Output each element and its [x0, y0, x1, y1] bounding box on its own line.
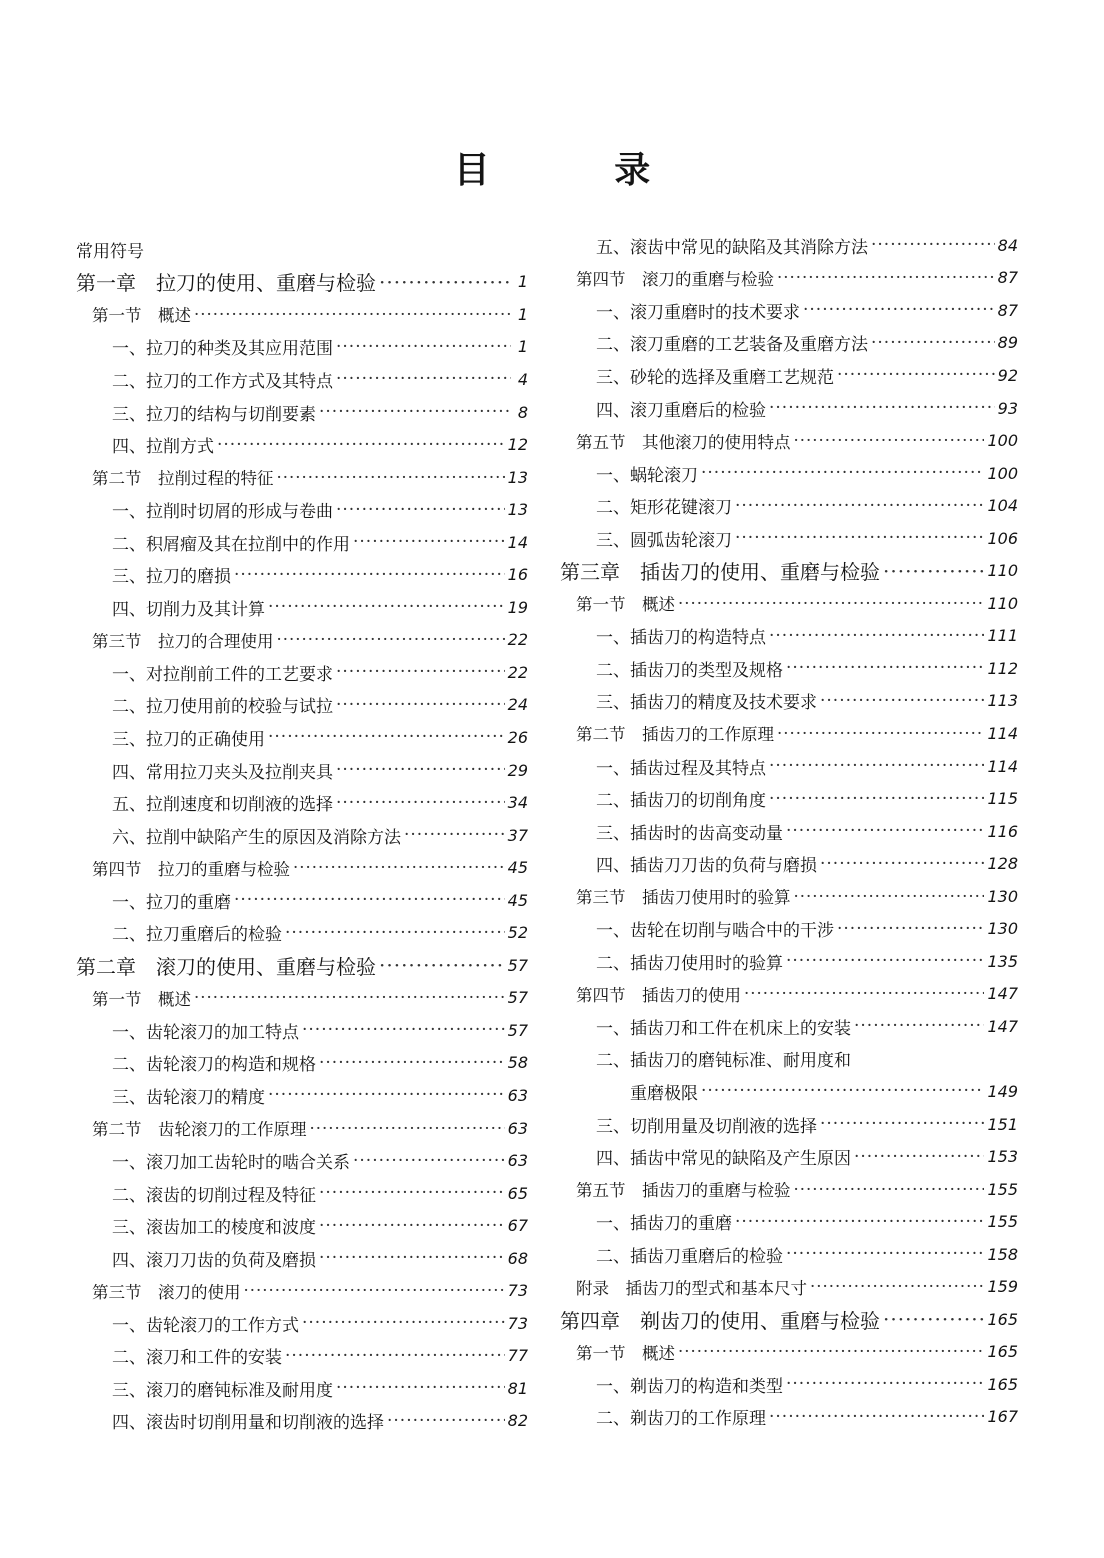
dot-leader	[735, 528, 984, 548]
dot-leader	[268, 727, 505, 747]
dot-leader	[820, 691, 984, 711]
toc-entry-page: 147	[987, 1016, 1018, 1036]
toc-entry-page: 110	[987, 593, 1018, 613]
dot-leader	[871, 235, 995, 255]
toc-entry-page: 135	[987, 951, 1018, 971]
toc-entry-section[interactable]	[72, 1275, 528, 1308]
toc-entry-title: 第三节 滚刀的使用	[92, 1282, 241, 1302]
dot-leader	[379, 270, 511, 294]
dot-leader	[769, 626, 984, 646]
toc-entry-section[interactable]	[556, 424, 1018, 457]
dot-leader	[319, 1216, 505, 1236]
toc-entry-item[interactable]	[72, 591, 528, 624]
dot-leader	[810, 1277, 984, 1296]
toc-entry-page: 114	[987, 723, 1018, 743]
page-title: 目 录	[453, 150, 707, 191]
dot-leader	[735, 496, 984, 516]
toc-entry-title: 四、滚刀刀齿的负荷及磨损	[112, 1250, 316, 1271]
dot-leader	[234, 890, 505, 910]
dot-leader	[310, 1119, 505, 1138]
toc-entry-item[interactable]	[556, 620, 1018, 653]
dot-leader	[854, 1147, 984, 1167]
dot-leader	[336, 695, 505, 715]
toc-entry-section[interactable]	[72, 298, 528, 331]
toc-entry-page: 57	[507, 1020, 528, 1040]
toc-entry-chapter[interactable]	[556, 554, 1018, 587]
toc-entry-page: 165	[987, 1342, 1018, 1362]
toc-entry-item[interactable]	[556, 457, 1018, 490]
toc-entry-title: 四、切削力及其计算	[112, 599, 265, 620]
toc-entry-item[interactable]	[556, 1205, 1018, 1238]
toc-entry-page: 65	[507, 1183, 528, 1203]
toc-column-left	[72, 233, 528, 1437]
toc-entry-item[interactable]	[72, 1307, 528, 1340]
toc-entry-title: 一、插齿过程及其特点	[596, 758, 766, 779]
dot-leader	[194, 988, 505, 1007]
dot-leader	[803, 300, 995, 320]
toc-entry-item[interactable]	[72, 1014, 528, 1047]
toc-entry-item[interactable]	[72, 363, 528, 396]
dot-leader	[837, 919, 984, 939]
toc-entry-title: 第三节 插齿刀使用时的验算	[576, 888, 791, 908]
toc-entry-page: 29	[507, 760, 528, 780]
toc-entry-title: 二、拉刀的工作方式及其特点	[112, 371, 333, 392]
dot-leader	[404, 825, 505, 845]
toc-entry-item[interactable]	[556, 847, 1018, 880]
dot-leader	[302, 1020, 505, 1040]
toc-entry-item[interactable]	[556, 1108, 1018, 1141]
toc-entry-title: 第一节 概述	[92, 306, 191, 326]
toc-entry-page: 68	[507, 1248, 528, 1268]
dot-leader	[786, 951, 984, 971]
toc-entry-page: 151	[987, 1114, 1018, 1134]
toc-entry-title: 三、拉刀的结构与切削要素	[112, 404, 316, 425]
toc-entry-item[interactable]	[556, 1368, 1018, 1401]
toc-entry-page: 92	[997, 365, 1018, 385]
toc-entry-page: 100	[987, 463, 1018, 483]
dot-leader	[319, 1183, 505, 1203]
dot-leader	[353, 1151, 505, 1171]
toc-entry-title: 一、滚刀加工齿轮时的啮合关系	[112, 1153, 350, 1174]
toc-entry-page: 63	[507, 1151, 528, 1171]
toc-entry-page: 128	[987, 854, 1018, 874]
toc-entry-title: 二、插齿刀的切削角度	[596, 791, 766, 812]
toc-entry-item[interactable]	[556, 750, 1018, 783]
toc-entry-page: 165	[987, 1309, 1018, 1329]
dot-leader	[319, 402, 511, 422]
dot-leader	[319, 1053, 505, 1073]
dot-leader	[794, 1180, 985, 1199]
dot-leader	[820, 1114, 984, 1134]
toc-entry-title: 第一节 概述	[576, 1343, 675, 1363]
toc-entry-item[interactable]	[556, 489, 1018, 522]
toc-entry-page: 159	[987, 1277, 1018, 1297]
toc-entry-title: 二、拉刀重磨后的检验	[112, 925, 282, 946]
toc-entry-title: 四、插齿刀刀齿的负荷与磨损	[596, 856, 817, 877]
toc-entry-title: 四、滚齿时切削用量和切削液的选择	[112, 1413, 384, 1434]
toc-entry-page: 37	[507, 825, 528, 845]
toc-entry-section[interactable]	[556, 1271, 1018, 1304]
toc-entry-title: 四、滚刀重磨后的检验	[596, 400, 766, 421]
toc-entry-page: 34	[507, 793, 528, 813]
toc-entry-item[interactable]	[556, 1010, 1018, 1043]
toc-entry-page: 82	[507, 1411, 528, 1431]
dot-leader	[194, 305, 511, 324]
dot-leader	[794, 431, 985, 450]
toc-entry-page: 77	[507, 1346, 528, 1366]
toc-entry-page: 12	[507, 435, 528, 455]
toc-entry-page: 87	[997, 268, 1018, 288]
dot-leader	[854, 1016, 984, 1036]
toc-entry-item[interactable]	[556, 945, 1018, 978]
toc-entry-title: 三、插齿刀的精度及技术要求	[596, 693, 817, 714]
toc-entry-page: 100	[987, 431, 1018, 451]
toc-entry-page: 45	[507, 858, 528, 878]
toc-entry-page: 4	[517, 369, 528, 389]
toc-entry-page: 114	[987, 756, 1018, 776]
toc-entry-title: 二、插齿刀的磨钝标准、耐用度和	[596, 1051, 851, 1072]
toc-entry-item[interactable]	[72, 721, 528, 754]
toc-entry-page: 14	[507, 532, 528, 552]
toc-entry-title: 第四节 拉刀的重磨与检验	[92, 859, 290, 879]
toc-entry-page: 57	[507, 955, 528, 975]
toc-entry-item[interactable]	[72, 1144, 528, 1177]
toc-entry-page: 153	[987, 1147, 1018, 1167]
dot-leader	[336, 337, 511, 357]
dot-leader	[353, 532, 505, 552]
toc-entry-page: 1	[517, 272, 528, 292]
toc-entry-page: 16	[507, 565, 528, 585]
toc-entry-item[interactable]	[72, 493, 528, 526]
toc-entry-title: 第三章 插齿刀的使用、重磨与检验	[560, 560, 880, 585]
toc-entry-page: 130	[987, 886, 1018, 906]
toc-entry-title: 三、拉刀的正确使用	[112, 729, 265, 750]
toc-entry-title: 第一章 拉刀的使用、重磨与检验	[76, 271, 376, 296]
toc-entry-page: 84	[997, 235, 1018, 255]
dot-leader	[786, 1244, 984, 1264]
toc-entry-title: 三、拉刀的磨损	[112, 567, 231, 588]
toc-entry-page: 149	[987, 1081, 1018, 1101]
dot-leader	[701, 463, 984, 483]
toc-entry-title: 六、拉削中缺陷产生的原因及消除方法	[112, 827, 401, 848]
toc-entry-title: 二、剃齿刀的工作原理	[596, 1409, 766, 1430]
toc-entry-page: 158	[987, 1244, 1018, 1264]
toc-entry-section[interactable]	[72, 624, 528, 657]
toc-entry-title: 五、滚齿中常见的缺陷及其消除方法	[596, 237, 868, 258]
toc-entry-item[interactable]	[556, 392, 1018, 425]
toc-entry-page: 113	[987, 691, 1018, 711]
toc-entry-page: 22	[507, 630, 528, 650]
toc-entry-title: 三、插齿时的齿高变动量	[596, 823, 783, 844]
toc-entry-title: 附录 插齿刀的型式和基本尺寸	[576, 1278, 807, 1298]
toc-entry-page: 58	[507, 1053, 528, 1073]
toc-entry-item[interactable]	[556, 229, 1018, 262]
toc-entry-page: 45	[507, 890, 528, 910]
toc-entry-page: 104	[987, 496, 1018, 516]
dot-leader	[678, 1342, 984, 1361]
toc-entry-title: 一、蜗轮滚刀	[596, 465, 698, 486]
toc-entry-title: 二、滚齿的切削过程及特征	[112, 1185, 316, 1206]
toc-entry-title: 第四章 剃齿刀的使用、重磨与检验	[560, 1308, 880, 1333]
toc-entry-item[interactable]	[72, 1079, 528, 1112]
toc-entry-page: 63	[507, 1118, 528, 1138]
toc-entry-section[interactable]	[556, 1173, 1018, 1206]
toc-entry-item[interactable]	[72, 819, 528, 852]
toc-entry-chapter[interactable]	[556, 1303, 1018, 1336]
toc-entry-item[interactable]	[72, 331, 528, 364]
toc-entry-item[interactable]	[556, 1075, 1018, 1108]
toc-entry-item[interactable]	[556, 685, 1018, 718]
toc-entry-item[interactable]	[72, 396, 528, 429]
dot-leader	[319, 1248, 505, 1268]
toc-entry-page: 155	[987, 1212, 1018, 1232]
toc-entry-title: 第一节 概述	[92, 989, 191, 1009]
dot-leader	[285, 923, 505, 943]
dot-leader	[678, 594, 984, 613]
toc-entry-item[interactable]	[72, 884, 528, 917]
toc-entry-page: 110	[987, 561, 1018, 581]
dot-leader	[244, 1281, 505, 1300]
toc-entry-item[interactable]	[72, 526, 528, 559]
toc-entry-title: 重磨极限	[596, 1083, 698, 1104]
toc-entry-item[interactable]	[556, 1238, 1018, 1271]
toc-entry-chapter[interactable]	[72, 949, 528, 982]
toc-entry-item[interactable]	[72, 1242, 528, 1275]
toc-entry-item[interactable]	[72, 1340, 528, 1373]
toc-column-right	[556, 229, 1018, 1433]
dot-leader	[794, 887, 985, 906]
dot-leader	[786, 821, 984, 841]
toc-entry-title: 二、齿轮滚刀的构造和规格	[112, 1055, 316, 1076]
toc-entry-title: 二、插齿刀的类型及规格	[596, 660, 783, 681]
toc-entry-title: 一、拉刀的种类及其应用范围	[112, 339, 333, 360]
toc-entry-title: 五、拉削速度和切削液的选择	[112, 795, 333, 816]
toc-entry-page: 81	[507, 1378, 528, 1398]
toc-entry-item[interactable]	[556, 327, 1018, 360]
toc-entry-title: 三、齿轮滚刀的精度	[112, 1087, 265, 1108]
dot-leader	[268, 597, 505, 617]
dot-leader	[336, 760, 505, 780]
toc-entry-chapter[interactable]	[72, 266, 528, 299]
toc-entry-item[interactable]	[72, 754, 528, 787]
dot-leader	[217, 435, 505, 455]
toc-entry-title: 一、齿轮在切削与啮合中的干涉	[596, 921, 834, 942]
toc-entry-page: 112	[987, 658, 1018, 678]
toc-entry-section[interactable]	[556, 880, 1018, 913]
toc-entry-title: 二、滚刀和工件的安装	[112, 1348, 282, 1369]
toc-entry-title: 一、对拉削前工件的工艺要求	[112, 664, 333, 685]
toc-entry-title: 三、滚齿加工的棱度和波度	[112, 1218, 316, 1239]
toc-entry-item[interactable]	[72, 1047, 528, 1080]
toc-entry-page: 63	[507, 1085, 528, 1105]
toc-entry-title: 第五节 其他滚刀的使用特点	[576, 432, 791, 452]
dot-leader	[234, 565, 505, 585]
toc-entry-title: 第四节 滚刀的重磨与检验	[576, 269, 774, 289]
dot-leader	[336, 793, 505, 813]
dot-leader	[302, 1313, 505, 1333]
dot-leader	[769, 398, 995, 418]
toc-entry-item[interactable]	[556, 815, 1018, 848]
dot-leader	[871, 333, 995, 353]
toc-entry-item[interactable]	[72, 786, 528, 819]
toc-entry-title: 二、拉刀使用前的校验与试拉	[112, 697, 333, 718]
toc-entry-title: 二、插齿刀使用时的验算	[596, 953, 783, 974]
dot-leader	[777, 268, 995, 287]
toc-entry-page: 73	[507, 1281, 528, 1301]
toc-entry-page: 13	[507, 467, 528, 487]
toc-entry-title: 第二节 插齿刀的工作原理	[576, 725, 774, 745]
toc-entry-page: 147	[987, 984, 1018, 1004]
dot-leader	[883, 559, 984, 583]
dot-leader	[277, 630, 505, 649]
toc-entry-item[interactable]	[72, 689, 528, 722]
toc-entry-page: 1	[517, 304, 528, 324]
toc-entry-page: 106	[987, 528, 1018, 548]
dot-leader	[387, 1411, 505, 1431]
toc-entry-title: 一、拉削时切屑的形成与卷曲	[112, 502, 333, 523]
dot-leader	[379, 953, 505, 977]
toc-entry-section[interactable]	[556, 587, 1018, 620]
toc-entry-section[interactable]	[556, 1336, 1018, 1369]
toc-entry-section[interactable]	[72, 982, 528, 1015]
toc-entry-page: 8	[517, 402, 528, 422]
dot-leader	[336, 1378, 505, 1398]
toc-entry-title: 三、滚刀的磨钝标准及耐用度	[112, 1380, 333, 1401]
toc-entry-page: 93	[997, 398, 1018, 418]
toc-entry-page: 115	[987, 789, 1018, 809]
toc-entry-page: 67	[507, 1216, 528, 1236]
toc-entry-page: 167	[987, 1407, 1018, 1427]
toc-entry-section[interactable]	[72, 851, 528, 884]
toc-entry-title: 第二章 滚刀的使用、重磨与检验	[76, 954, 376, 979]
toc-entry-title: 一、齿轮滚刀的加工特点	[112, 1022, 299, 1043]
toc-entry-page: 57	[507, 988, 528, 1008]
dot-leader	[837, 365, 995, 385]
toc-entry-title: 三、切削用量及切削液的选择	[596, 1116, 817, 1137]
toc-entry-item[interactable]	[556, 652, 1018, 685]
toc-entry-page: 89	[997, 333, 1018, 353]
dot-leader	[744, 984, 984, 1003]
toc-entry-title: 一、剃齿刀的构造和类型	[596, 1376, 783, 1397]
dot-leader	[268, 1085, 505, 1105]
toc-entry-item[interactable]	[556, 1140, 1018, 1173]
toc-entry-section[interactable]	[72, 1112, 528, 1145]
toc-entry-item[interactable]	[72, 1405, 528, 1438]
toc-entry-item[interactable]	[72, 428, 528, 461]
toc-entry-page: 130	[987, 919, 1018, 939]
toc-entry-title: 第五节 插齿刀的重磨与检验	[576, 1181, 791, 1201]
toc-entry-page: 111	[987, 626, 1018, 646]
toc-entry-item[interactable]	[556, 782, 1018, 815]
toc-entry-title: 四、常用拉刀夹头及拉削夹具	[112, 762, 333, 783]
toc-entry-title: 四、拉削方式	[112, 437, 214, 458]
toc-entry-title: 三、圆弧齿轮滚刀	[596, 530, 732, 551]
toc-entry-title: 二、积屑瘤及其在拉削中的作用	[112, 534, 350, 555]
toc-entry-page: 24	[507, 695, 528, 715]
toc-entry-item[interactable]	[72, 558, 528, 591]
dot-leader	[769, 1407, 984, 1427]
toc-entry-item[interactable]	[556, 912, 1018, 945]
toc-entry-title: 一、齿轮滚刀的工作方式	[112, 1315, 299, 1336]
toc-entry-title: 第一节 概述	[576, 595, 675, 615]
toc-entry-title: 第三节 拉刀的合理使用	[92, 631, 274, 651]
dot-leader	[883, 1307, 984, 1331]
dot-leader	[336, 369, 511, 389]
toc-entry-page: 26	[507, 727, 528, 747]
toc-entry-title: 三、砂轮的选择及重磨工艺规范	[596, 367, 834, 388]
toc-entry-item[interactable]	[72, 656, 528, 689]
toc-entry-title: 一、拉刀的重磨	[112, 892, 231, 913]
dot-leader	[820, 854, 984, 874]
toc-entry-item[interactable]	[72, 916, 528, 949]
toc-entry-title: 一、插齿刀的重磨	[596, 1214, 732, 1235]
dot-leader	[336, 500, 505, 520]
toc-entry-page: 19	[507, 597, 528, 617]
toc-entry-page: 1	[517, 337, 528, 357]
toc-entry-item[interactable]	[556, 1401, 1018, 1434]
toc-entry-page: 116	[987, 821, 1018, 841]
toc-entry-page: 87	[997, 300, 1018, 320]
toc-entry-section[interactable]	[556, 262, 1018, 295]
toc-entry-title: 二、滚刀重磨的工艺装备及重磨方法	[596, 335, 868, 356]
toc-entry-title: 常用符号	[76, 241, 144, 262]
toc-entry-page: 165	[987, 1374, 1018, 1394]
toc-entry-item[interactable]	[72, 1209, 528, 1242]
dot-leader	[336, 662, 505, 682]
toc-entry-page: 73	[507, 1313, 528, 1333]
toc-entry-title: 第四节 插齿刀的使用	[576, 985, 741, 1005]
toc-entry-item[interactable]	[72, 1372, 528, 1405]
toc-entry-item[interactable]	[556, 359, 1018, 392]
toc-entry-page: 52	[507, 923, 528, 943]
toc-entry-title: 二、矩形花键滚刀	[596, 498, 732, 519]
dot-leader	[769, 789, 984, 809]
toc-entry-title: 一、插齿刀的构造特点	[596, 628, 766, 649]
toc-entry-page: 22	[507, 662, 528, 682]
toc-entry-page: 155	[987, 1179, 1018, 1199]
dot-leader	[701, 1081, 984, 1101]
dot-leader	[277, 468, 505, 487]
dot-leader	[777, 724, 984, 743]
toc-entry-plain[interactable]	[72, 233, 528, 266]
dot-leader	[285, 1346, 505, 1366]
toc-entry-section[interactable]	[556, 978, 1018, 1011]
toc-entry-item[interactable]	[556, 294, 1018, 327]
dot-leader	[786, 658, 984, 678]
dot-leader	[786, 1374, 984, 1394]
toc-entry-title: 第二节 拉削过程的特征	[92, 469, 274, 489]
toc-entry-title: 一、滚刀重磨时的技术要求	[596, 302, 800, 323]
toc-entry-section[interactable]	[556, 717, 1018, 750]
toc-entry-item[interactable]	[556, 522, 1018, 555]
toc-entry-wrap[interactable]	[556, 1043, 1018, 1076]
dot-leader	[293, 858, 505, 877]
toc-entry-page: 13	[507, 500, 528, 520]
dot-leader	[735, 1212, 984, 1232]
toc-entry-title: 一、插齿刀和工件在机床上的安装	[596, 1018, 851, 1039]
toc-entry-item[interactable]	[72, 1177, 528, 1210]
toc-entry-title: 二、插齿刀重磨后的检验	[596, 1246, 783, 1267]
dot-leader	[769, 756, 984, 776]
toc-entry-title: 四、插齿中常见的缺陷及产生原因	[596, 1149, 851, 1170]
toc-entry-title: 第二节 齿轮滚刀的工作原理	[92, 1120, 307, 1140]
toc-entry-section[interactable]	[72, 461, 528, 494]
